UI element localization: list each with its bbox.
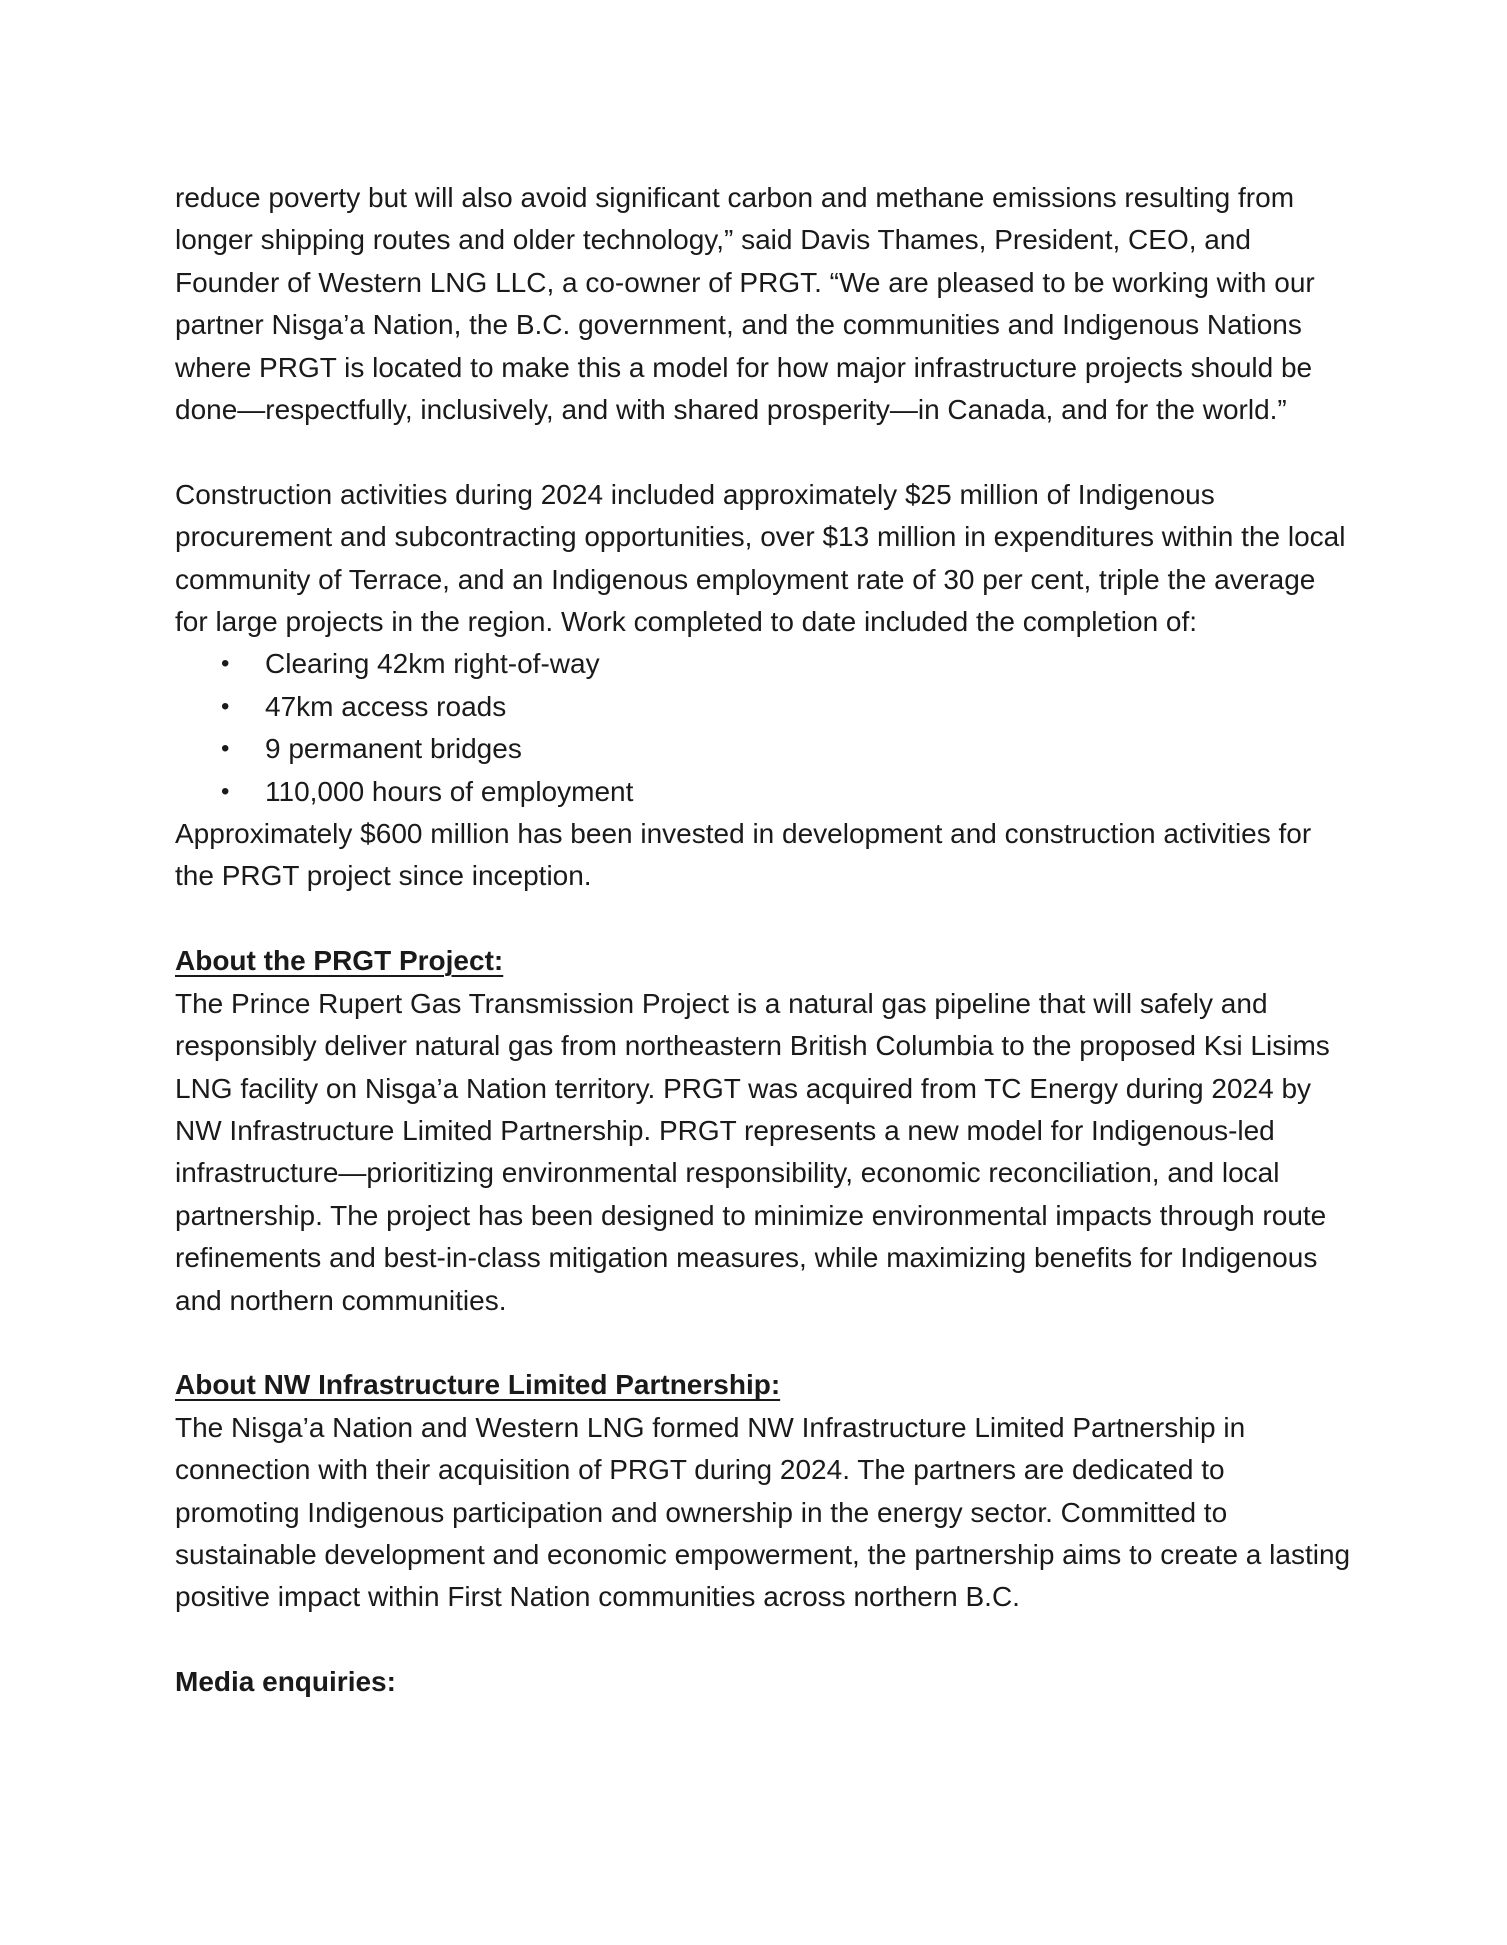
paragraph-spacer (175, 898, 1355, 940)
intro-paragraph: reduce poverty but will also avoid significant carbon and methane emissions resulting from longer shipping routes and older technology,” said Davis Thames, President, CEO, and Founder of Western LNG LLC, a co-owner of PRGT. “We are pleased to be working with our partner Nisga’a Nation, the B.C. government, and the communities and Indigenous Nations where PRGT is located to make this a model for how major infrastructure projects should be done—respectfully, inclusively, and with shared prosperity—in Canada, and for the world.” (175, 182, 1315, 426)
list-item-text: Clearing 42km right-of-way (265, 648, 600, 680)
paragraph-spacer (175, 1619, 1355, 1661)
paragraph-spacer (175, 1322, 1355, 1364)
investment-paragraph: Approximately $600 million has been invested in development and construction activities for the PRGT project since inception. (175, 818, 1312, 892)
paragraph-spacer (175, 431, 1355, 473)
construction-paragraph: Construction activities during 2024 included approximately $25 million of Indigenous procurement and subcontracting opportunities, over $13 million in expenditures within the local community of Terrace, and an Indigenous employment rate of 30 per cent, triple the average for large projects in the region. Work completed to date included the completion of: (175, 478, 1346, 638)
list-item-text: 9 permanent bridges (265, 733, 522, 765)
about-prgt-body: The Prince Rupert Gas Transmission Project is a natural gas pipeline that will safely and responsibly deliver natural gas from northeastern British Columbia to the proposed Ksi Lisims LNG facility on Nisga’a Nation territory. PRGT was acquired from TC Energy during 2024 by NW Infrastructure Limited Partnership. PRGT represents a new model for Indigenous-led infrastructure—prioritizing environmental responsibility, economic reconciliation, and local partnership. The project has been designed to minimize environmental impacts through route refinements and best-in-class mitigation measures, while maximizing benefits for Indigenous and northern communities. (175, 987, 1330, 1316)
work-completed-list (175, 643, 1355, 813)
about-prgt-heading: About the PRGT Project: (175, 945, 504, 977)
about-nw-heading: About NW Infrastructure Limited Partnership: (175, 1369, 781, 1401)
list-item (175, 728, 1355, 770)
media-enquiries-heading: Media enquiries: (175, 1666, 396, 1698)
list-item-text: 47km access roads (265, 690, 507, 722)
list-item-text: 110,000 hours of employment (265, 775, 634, 807)
list-item (175, 686, 1355, 728)
bullet-icon: • (221, 735, 230, 763)
bullet-icon: • (221, 777, 230, 805)
document-page (175, 177, 1355, 1704)
list-item (175, 771, 1355, 813)
list-item (175, 643, 1355, 685)
bullet-icon: • (221, 692, 230, 720)
about-nw-body: The Nisga’a Nation and Western LNG formed NW Infrastructure Limited Partnership in connection with their acquisition of PRGT during 2024. The partners are dedicated to promoting Indigenous participation and ownership in the energy sector. Committed to sustainable development and economic empowerment, the partnership aims to create a lasting positive impact within First Nation communities across northern B.C. (175, 1411, 1351, 1613)
bullet-icon: • (221, 650, 230, 678)
